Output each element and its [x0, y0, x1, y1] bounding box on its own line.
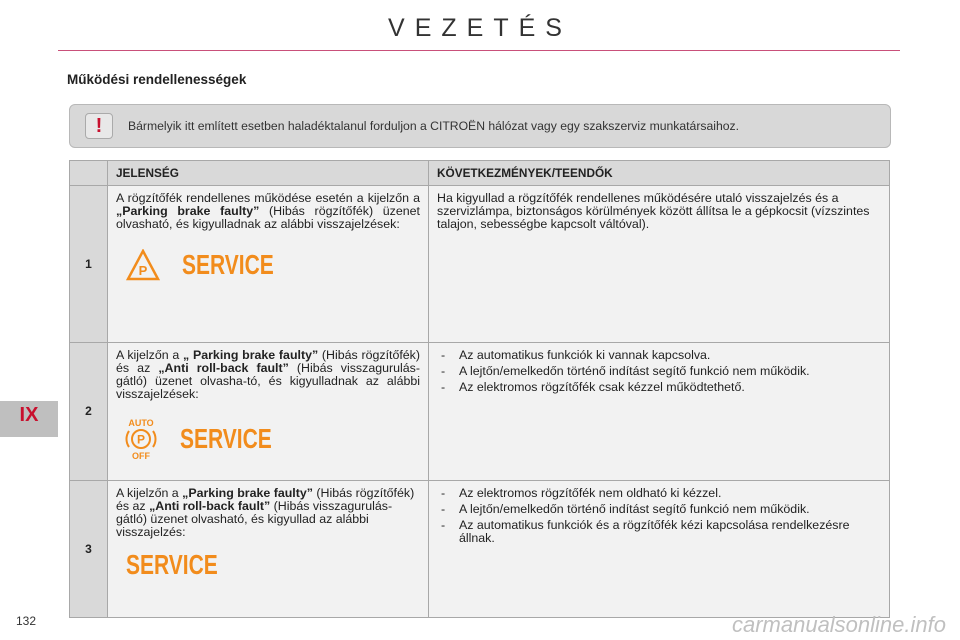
list-item: - A lejtőn/emelkedőn történő indítást segítő funkció nem működik. — [437, 365, 881, 378]
symptom-text — [116, 349, 420, 401]
symptom-message: „ Parking brake faulty” — [183, 348, 319, 362]
notice-box — [69, 104, 891, 148]
row-number: 2 — [70, 343, 108, 481]
row-number: 1 — [70, 186, 108, 343]
header-symptom: JELENSÉG — [108, 161, 429, 186]
list-item: - Az automatikus funkciók ki vannak kapcsolva. — [437, 349, 881, 362]
malfunction-table — [69, 160, 890, 618]
list-item: - Az elektromos rögzítőfék csak kézzel működtethető. — [437, 381, 881, 394]
symptom-text-part: A kijelzőn a — [116, 348, 184, 362]
symptom-cell — [108, 481, 429, 618]
symptom-cell — [108, 343, 429, 481]
consequence-cell — [429, 186, 890, 343]
table-header-row — [70, 161, 890, 186]
notice-text: Bármelyik itt említett esetben haladéktalanul forduljon a CITROËN hálózat vagy egy szakszerviz munkatársaihoz. — [128, 119, 740, 133]
auto-off-brake-icon — [124, 417, 158, 461]
auto-off-icon-p: P — [136, 432, 146, 447]
consequence-text: Ha kigyullad a rögzítőfék rendellenes működésére utaló visszajelzés és a szervizlámpa, biztonságos körülmények között állítsa le a gépkocsit (vízszintes talajon, sebességbe kapcsolt váltóval). — [437, 191, 870, 231]
service-lamp-icon: SERVICE — [180, 424, 272, 454]
chapter-tab-label: IX — [19, 404, 39, 426]
symptom-text-part: (Hibás rögzítőfék) és az — [116, 486, 415, 513]
consequence-list — [437, 487, 881, 545]
symptom-message: „Parking brake faulty” — [116, 204, 260, 218]
warning-lamps — [116, 417, 420, 461]
parking-brake-fault-icon — [126, 249, 160, 281]
consequence-cell — [429, 343, 890, 481]
symptom-message: „Parking brake faulty” — [182, 486, 313, 500]
symptom-text-part: (Hibás visszagurulás-gátló) üzenet olvasható, és kigyullad az alábbi visszajelzés: — [116, 499, 393, 539]
symptom-text-part: (Hibás visszagurulás-gátló) üzenet olvasha-tó, és kigyulladnak az alábbi visszajelzések: — [116, 361, 420, 401]
header-num-cell — [70, 161, 108, 186]
symptom-text-part: (Hibás rögzítőfék) üzenet olvasható, és kigyulladnak az alábbi visszajelzések: — [116, 204, 420, 231]
auto-off-icon-off: OFF — [132, 451, 150, 461]
symptom-text-part: (Hibás rögzítőfék) és az — [116, 348, 421, 375]
consequence-cell — [429, 481, 890, 618]
parking-brake-icon-letter: P — [138, 263, 148, 278]
warning-lamps — [116, 249, 420, 281]
table-row — [70, 343, 890, 481]
list-item: - A lejtőn/emelkedőn történő indítást segítő funkció nem működik. — [437, 503, 881, 516]
warning-lamps — [116, 550, 420, 581]
symptom-text — [116, 487, 420, 539]
title-divider — [58, 50, 900, 51]
warning-icon: ! — [85, 113, 113, 139]
symptom-text-part: A kijelzőn a — [116, 486, 183, 500]
symptom-message: „Anti roll-back fault” — [158, 361, 289, 375]
header-consequence: KÖVETKEZMÉNYEK/TEENDŐK — [429, 161, 890, 186]
symptom-text — [116, 192, 420, 231]
page-number: 132 — [16, 614, 37, 628]
row-number: 3 — [70, 481, 108, 618]
page-title: VEZETÉS — [388, 14, 572, 42]
consequence-list — [437, 349, 881, 394]
table-row — [70, 481, 890, 618]
auto-off-icon-auto: AUTO — [128, 418, 154, 428]
service-lamp-icon: SERVICE — [182, 250, 274, 280]
service-lamp-icon: SERVICE — [126, 550, 218, 581]
symptom-message: „Anti roll-back fault” — [149, 499, 271, 513]
symptom-text-part: A rögzítőfék rendellenes működése esetén a kijelzőn a — [116, 191, 420, 205]
list-item: - Az automatikus funkciók és a rögzítőfék kézi kapcsolása rendelkezésre állnak. — [437, 519, 881, 545]
table-row — [70, 186, 890, 343]
symptom-cell — [108, 186, 429, 343]
watermark: carmanualsonline.info — [731, 612, 946, 637]
list-item: - Az elektromos rögzítőfék nem oldható ki kézzel. — [437, 487, 881, 500]
section-title: Működési rendellenességek — [67, 72, 247, 87]
